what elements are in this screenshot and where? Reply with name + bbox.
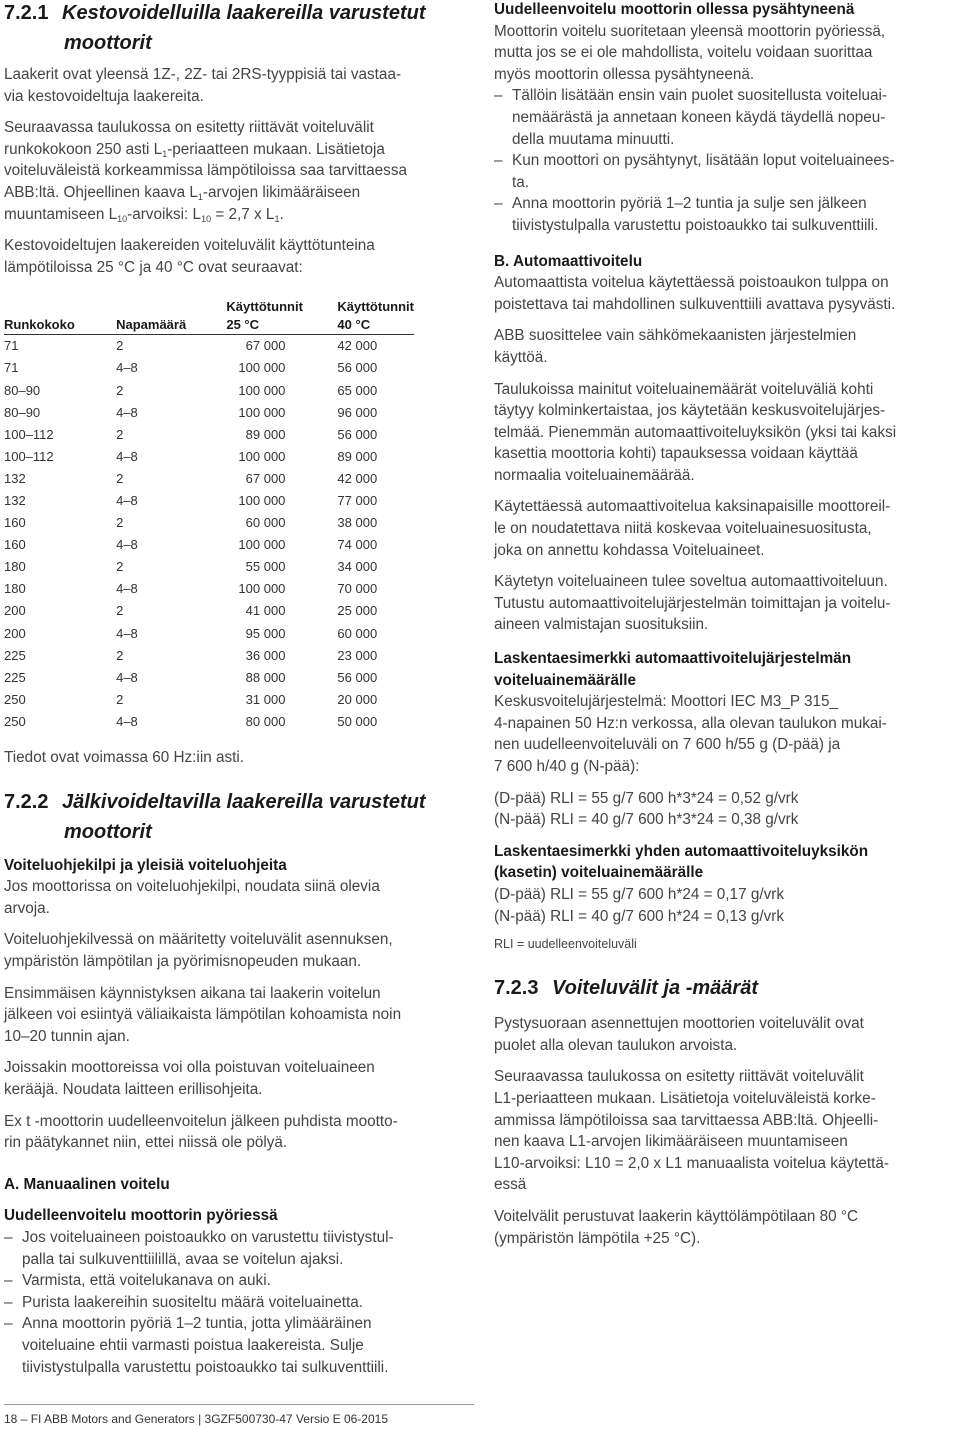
cell-frame-size: 132 (4, 493, 26, 508)
col-header-hours-25: Käyttötunnit 25 °C (226, 299, 303, 333)
cell-poles: 2 (116, 426, 124, 442)
cell-hours-25c: 41 000 (245, 603, 286, 619)
cell-poles: 4–8 (116, 360, 138, 376)
cell-hours-25c: 100 000 (238, 537, 286, 553)
cell-hours-25c: 55 000 (245, 559, 286, 575)
cell-frame-size: 71 (4, 360, 19, 376)
cell-frame-size: 225 (4, 669, 26, 685)
cell-poles: 2 (116, 470, 124, 486)
cell-hours-25c: 89 000 (245, 426, 286, 442)
col-header-hours-40: Käyttötunnit 40 °C (337, 299, 414, 333)
paragraph-auto-5: Käytetyn voiteluaineen tulee soveltua automaattivoiteluun. Tutustu automaattivoitelujärjestelmän toimittajan ja voitelu- aineen valmistajan suosituksiin. (494, 573, 891, 634)
subheading-plate: Voiteluohjekilpi ja yleisiä voiteluohjeita (4, 856, 287, 874)
table-row (4, 335, 414, 357)
cell-hours-25c: 95 000 (245, 625, 286, 641)
cell-poles: 4–8 (116, 713, 138, 729)
cell-frame-size: 80–90 (4, 404, 41, 420)
subheading-manual: A. Manuaalinen voitelu (4, 1175, 170, 1193)
cell-hours-40c: 56 000 (337, 426, 378, 442)
paragraph-plate: Jos moottorissa on voiteluohjekilpi, noudata siinä olevia arvoja. (4, 878, 380, 917)
list-item: – Jos voiteluaineen poistoaukko on varustettu tiivistystul- palla tai sulkuventtiilillä, avaa se voitelun ajaksi. (4, 1227, 474, 1270)
paragraph-bearings: Laakerit ovat yleensä 1Z-, 2Z- tai 2RS-tyyppisiä tai vastaa- via kestovoideltuja laakereita. (4, 66, 402, 105)
cell-hours-25c: 31 000 (245, 691, 286, 707)
paragraph-intervals: Seuraavassa taulukossa on esitetty riittävät voiteluvälit runkokokoon 250 asti $L_1$-periaatteen mukaan. Lisätietoja voiteluväleistä korkeammissa lämpötiloissa saa tarvittaessa ABB:ltä. Ohjeellinen kaava $L_1$-arvojen likimääräiseen muuntamiseen $L_{10}$-arvoiksi: $L_{10} = 2,7$ x $L_1$. (4, 119, 407, 224)
table-note: Tiedot ovat voimassa 60 Hz:iin asti. (4, 749, 245, 767)
cell-poles: 4–8 (116, 581, 138, 597)
cell-hours-40c: 96 000 (337, 404, 378, 420)
cell-frame-size: 160 (4, 537, 26, 553)
cell-poles: 2 (116, 647, 124, 663)
cell-frame-size: 180 (4, 581, 26, 597)
cell-hours-40c: 65 000 (337, 382, 378, 398)
table-row (4, 667, 414, 689)
section-heading-7-2-1 (4, 0, 474, 58)
right-column (494, 0, 956, 1249)
cell-hours-40c: 70 000 (337, 581, 378, 597)
cell-poles: 2 (116, 515, 124, 531)
paragraph-auto-3: Taulukoissa mainitut voiteluainemäärät voiteluväliä kohti täytyy kolminkertaistaa, jos käytetään keskusvoitelujärjes- telmää. Pienemmän automaattivoiteluyksikön (yksi tai kaksi kasettia moottoria kohti) tapauksessa voidaan käyttää normaalia voiteluainemäärää. (494, 380, 897, 484)
paragraph-auto-4: Käytettäessä automaattivoitelua kaksinapaisille moottoreil- le on noudatettava niitä koskevaa voiteluainesuositusta, joka on annettu kohdassa Voiteluaineet. (494, 498, 891, 559)
cell-hours-25c: 100 000 (238, 404, 286, 420)
list-item: – Varmista, että voitelukanava on auki. (4, 1270, 474, 1292)
subheading-running: Uudelleenvoitelu moottorin pyöriessä (4, 1207, 278, 1225)
col-header-poles: Napamäärä (116, 317, 187, 333)
cell-frame-size: 71 (4, 338, 19, 354)
paragraph-first-start: Ensimmäisen käynnistyksen aikana tai laakerin voitelun jälkeen voi esiintyä väliaikaista lämpötilan kohoamista noin 10–20 tunnin ajan. (4, 984, 402, 1045)
cell-hours-40c: 50 000 (337, 713, 378, 729)
cell-hours-40c: 38 000 (337, 515, 378, 531)
subheading-calc-cassette: Laskentaesimerkki yhden automaattivoiteluyksikön (kasetin) voiteluainemäärälle (494, 842, 869, 882)
cell-hours-25c: 60 000 (245, 515, 286, 531)
paragraph-auto-2: ABB suosittelee vain sähkömekaanisten järjestelmien käyttöä. (494, 327, 857, 366)
cell-hours-40c: 89 000 (337, 448, 378, 464)
cell-frame-size: 80–90 (4, 382, 41, 398)
cell-frame-size: 160 (4, 515, 26, 531)
table-row (4, 645, 414, 667)
cell-hours-25c: 36 000 (245, 647, 286, 663)
cell-hours-40c: 42 000 (337, 338, 378, 354)
cell-hours-40c: 34 000 (337, 559, 378, 575)
paragraph-stationary: Moottorin voitelu suoritetaan yleensä moottorin pyöriessä, mutta jos se ei ole mahdollista, voitelu voidaan suorittaa myös moottorin ollessa pysähtyneenä. (494, 22, 886, 83)
table-row (4, 490, 414, 512)
cell-frame-size: 250 (4, 713, 26, 729)
col-header-frame: Runkokoko (4, 317, 75, 333)
table-row (4, 357, 414, 379)
list-item: – Kun moottori on pysähtynyt, lisätään loput voiteluainees- ta. (494, 150, 956, 193)
table-row (4, 623, 414, 645)
cell-hours-40c: 20 000 (337, 691, 378, 707)
subheading-calc-central: Laskentaesimerkki automaattivoitelujärjestelmän voiteluainemäärälle (494, 650, 852, 689)
cell-frame-size: 200 (4, 625, 26, 641)
cell-poles: 2 (116, 382, 124, 398)
cell-poles: 4–8 (116, 404, 138, 420)
paragraph-ex-motor: Ex t -moottorin uudelleenvoitelun jälkeen puhdista mootto- rin päätykannet niin, ettei niissä ole pölyä. (4, 1112, 398, 1152)
table-row (4, 689, 414, 711)
cell-frame-size: 180 (4, 559, 26, 575)
cell-poles: 4–8 (116, 625, 138, 641)
table-row (4, 424, 414, 446)
cell-poles: 4–8 (116, 537, 138, 553)
cell-hours-40c: 42 000 (337, 470, 378, 486)
cell-hours-40c: 56 000 (337, 669, 378, 685)
paragraph-table-intro: Kestovoideltujen laakereiden voiteluvälit käyttötunteina lämpötiloissa 25 °C ja 40 °C ovat seuraavat: (4, 237, 375, 276)
cell-hours-40c: 60 000 (337, 625, 378, 641)
list-item: – Anna moottorin pyöriä 1–2 tuntia, jotta ylimääräinen voiteluaine ehtii varmasti poistua laakereista. Sulje tiivistystulpalla varustettu poistoaukko tai sulkuventtiili. (4, 1313, 474, 1378)
table-row (4, 711, 414, 733)
stationary-lubrication-steps (494, 85, 956, 236)
cell-hours-25c: 80 000 (245, 713, 286, 729)
cell-hours-40c: 74 000 (337, 537, 378, 553)
cell-poles: 2 (116, 603, 124, 619)
cell-hours-25c: 100 000 (238, 382, 286, 398)
table-row (4, 402, 414, 424)
table-row (4, 600, 414, 622)
paragraph-operating-temp: Voitelvälit perustuvat laakerin käyttölämpötilaan 80 °C (ympäristön lämpötila +25 °C). (494, 1207, 859, 1247)
cell-frame-size: 100–112 (4, 448, 54, 464)
cell-poles: 2 (116, 691, 124, 707)
cell-frame-size: 132 (4, 470, 26, 486)
cell-hours-40c: 23 000 (337, 647, 378, 663)
cell-hours-25c: 100 000 (238, 581, 286, 597)
cell-hours-25c: 88 000 (245, 669, 286, 685)
list-item: – Purista laakereihin suositeltu määrä voiteluainetta. (4, 1292, 474, 1314)
page-footer: 18 – FI ABB Motors and Generators | 3GZF500730-47 Versio E 06-2015 (4, 1412, 388, 1426)
section-number: 7.2.1 (4, 2, 49, 24)
cell-hours-25c: 100 000 (238, 360, 286, 376)
section-title-line2: moottorit (64, 32, 152, 54)
table-row (4, 512, 414, 534)
formula-cassette: (D-pää) RLI = 55 g/7 600 h*24 = 0,17 g/vrk (N-pää) RLI = 40 g/7 600 h*24 = 0,13 g/vrk (494, 885, 784, 925)
paragraph-vertical: Pystysuoraan asennettujen moottorien voiteluvälit ovat puolet alla olevan taulukon arvoista. (494, 1015, 864, 1054)
cell-poles: 4–8 (116, 448, 138, 464)
paragraph-l1-intervals: Seuraavassa taulukossa on esitetty riittävät voiteluvälit L1-periaatteen mukaan. Lisätietoja voiteluväleistä korke- ammissa lämpötiloissa saa tarvittaessa ABB:ltä. Ohjeelli- nen kaava L1-arvojen likimääräiseen muuntamiseen L10-arvoiksi: L10 = 2,0 x L1 manuaalista voitelua käytettä- essä (494, 1068, 889, 1194)
cell-frame-size: 100–112 (4, 426, 54, 442)
cell-hours-25c: 100 000 (238, 448, 286, 464)
rli-note: RLI = uudelleenvoiteluväli (494, 937, 637, 952)
list-item: – Anna moottorin pyöriä 1–2 tuntia ja sulje sen jälkeen tiivistystulpalla varustettu poistoaukko tai sulkuventtiili. (494, 193, 956, 236)
cell-hours-25c: 67 000 (245, 470, 286, 486)
cell-frame-size: 250 (4, 691, 26, 707)
cell-poles: 2 (116, 559, 124, 575)
paragraph-calc-central: Keskusvoitelujärjestelmä: Moottori IEC M3_P 315_ 4-napainen 50 Hz:n verkossa, alla olevan taulukon mukai- nen uudelleenvoiteluväli on 7 600 h/55 g (D-pää) ja 7 600 h/40 g (N-pää): (494, 693, 887, 775)
section-heading-7-2-2: 7.2.2 Jälkivoideltavilla laakereilla varustetut moottorit (4, 790, 426, 843)
table-row (4, 578, 414, 600)
cell-poles: 2 (116, 338, 124, 354)
subheading-stationary: Uudelleenvoitelu moottorin ollessa pysähtyneenä (494, 1, 855, 18)
table-row (4, 446, 414, 468)
table-row (4, 534, 414, 556)
table-row (4, 468, 414, 490)
cell-hours-40c: 77 000 (337, 493, 378, 508)
manual-lubrication-steps (4, 1227, 474, 1378)
paragraph-auto-1: Automaattista voitelua käytettäessä poistoaukon tulppa on poistettava tai mahdollinen sulkuventtiili avattava pysyvästi. (494, 274, 896, 313)
paragraph-collector: Joissakin moottoreissa voi olla poistuvan voiteluaineen kerääjä. Noudata laitteen erillisohjeita. (4, 1059, 375, 1098)
table-row (4, 556, 414, 578)
cell-hours-40c: 25 000 (337, 603, 378, 619)
lubrication-interval-table (4, 298, 414, 733)
section-heading-7-2-3: 7.2.3 Voiteluvälit ja -määrät (494, 977, 758, 1000)
left-column (4, 0, 474, 1378)
cell-hours-25c: 67 000 (245, 338, 286, 354)
footer-divider (4, 1404, 474, 1405)
cell-poles: 4–8 (116, 669, 138, 685)
cell-frame-size: 200 (4, 603, 26, 619)
paragraph-plate-info: Voiteluohjekilvessä on määritetty voiteluvälit asennuksen, ympäristön lämpötilan ja pyörimisnopeuden mukaan. (4, 931, 393, 970)
subheading-automatic: B. Automaattivoitelu (494, 252, 643, 270)
list-item: – Tällöin lisätään ensin vain puolet suositellusta voiteluai- nemäärästä ja annetaan koneen käydä täydellä nopeu- della muutama minuutti. (494, 85, 956, 150)
table-header-row (4, 298, 414, 335)
formula-central: (D-pää) RLI = 55 g/7 600 h*3*24 = 0,52 g/vrk (N-pää) RLI = 40 g/7 600 h*3*24 = 0,38 g/vrk (494, 789, 799, 829)
cell-poles: 4–8 (116, 493, 138, 508)
table-row (4, 380, 414, 402)
cell-hours-40c: 56 000 (337, 360, 378, 376)
cell-hours-25c: 100 000 (238, 493, 286, 508)
cell-frame-size: 225 (4, 647, 26, 663)
section-title-line1: Kestovoidelluilla laakereilla varustetut (62, 2, 426, 24)
